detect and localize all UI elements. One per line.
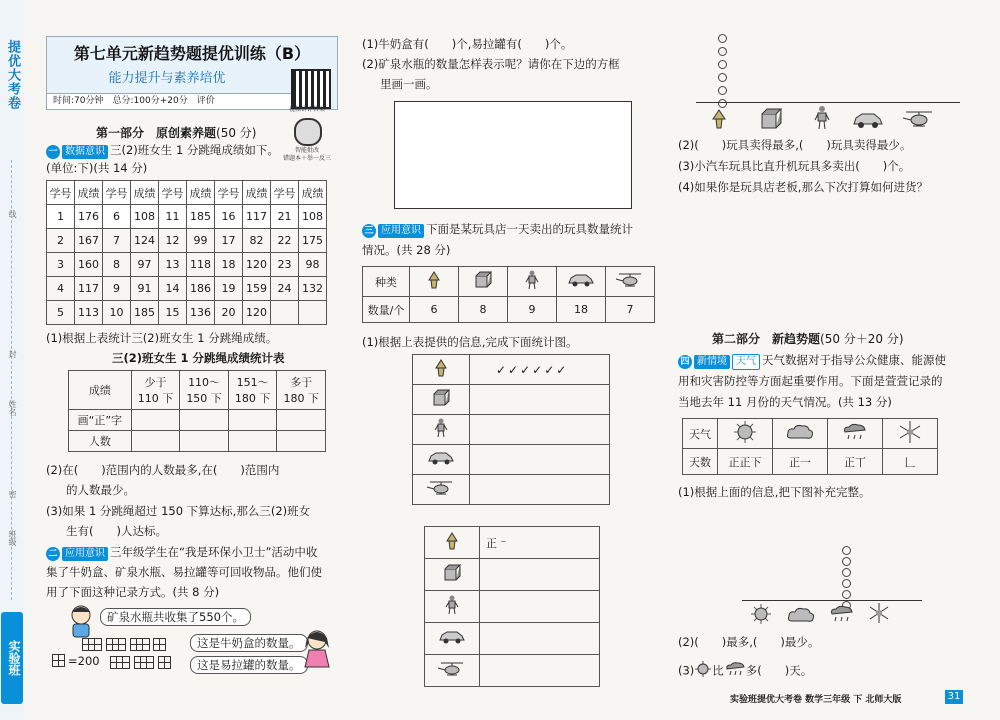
qr-caption-3: 错题本＋举一反三 — [282, 155, 331, 162]
answer-cell[interactable] — [277, 431, 326, 452]
tally-cell: 正一 — [773, 449, 828, 475]
car-toy-icon — [557, 267, 606, 297]
answer-cell[interactable] — [470, 385, 610, 415]
helicopter-toy-icon — [606, 267, 655, 297]
q1-number: 一 — [46, 145, 60, 159]
table-cell: 98 — [299, 253, 327, 277]
q2-number: 二 — [46, 547, 60, 561]
table-cell: 9 — [103, 277, 131, 301]
table-cell: 117 — [75, 277, 103, 301]
table-cell: 17 — [215, 229, 243, 253]
checkmark-tally: ✓✓✓✓✓✓ — [470, 355, 610, 385]
sunny-icon — [694, 660, 712, 682]
boy-character-icon — [66, 604, 96, 638]
table-cell: 186 — [187, 277, 215, 301]
table-cell: 20 — [215, 301, 243, 325]
count-cell: 18 — [557, 297, 606, 323]
q3-sub3: (3)小汽车玩具比直升机玩具多卖出( )个。 — [678, 159, 911, 173]
table-cell: 113 — [75, 301, 103, 325]
table-header: 成绩 — [131, 181, 159, 205]
table-row — [47, 253, 327, 277]
table-cell: 160 — [75, 253, 103, 277]
q3-intro: 三 应用意识 下面是某玩具店一天卖出的玩具数量统计 — [362, 221, 633, 238]
square-icon — [153, 638, 166, 651]
table-cell: 15 — [159, 301, 187, 325]
tower-toy-icon — [410, 267, 459, 297]
table-cell: 16 — [215, 205, 243, 229]
toy-sales-table — [362, 266, 655, 323]
answer-cell[interactable] — [470, 415, 610, 445]
legend-value: =200 — [68, 654, 100, 668]
answer-cell[interactable] — [131, 431, 180, 452]
sunny-icon — [750, 603, 772, 628]
q1-sub3a: (3)如果 1 分跳绳超过 150 下算达标,那么三(2)班女 — [46, 504, 311, 518]
table-cell: 108 — [299, 205, 327, 229]
q1-intro: 一 数据意识 三(2)班女生 1 分跳绳成绩如下。 — [46, 142, 279, 159]
table-cell: 18 — [215, 253, 243, 277]
grid-icon — [106, 638, 126, 651]
q1-tag: 数据意识 — [62, 145, 108, 159]
milk-grid-icons — [82, 638, 166, 654]
table-cell: 185 — [131, 301, 159, 325]
cube-toy-icon — [459, 267, 508, 297]
robot-toy-icon — [814, 106, 830, 133]
q4-number: 四 — [678, 355, 692, 369]
q1-score-table — [46, 180, 327, 325]
table-header: 学号 — [271, 181, 299, 205]
page-title: 第七单元新趋势题提优训练（B） — [73, 44, 311, 63]
cube-toy-icon — [413, 385, 470, 415]
table-cell: 108 — [131, 205, 159, 229]
count-cell: 7 — [606, 297, 655, 323]
table-row — [47, 277, 327, 301]
table-cell: 2 — [47, 229, 75, 253]
table-cell: 22 — [271, 229, 299, 253]
exam-info: 时间:70分钟 总分:100分+20分 评价 — [47, 93, 293, 109]
table-cell: 23 — [271, 253, 299, 277]
table-header-row — [47, 181, 327, 205]
girl-character-icon — [300, 628, 334, 668]
table-header: 成绩 — [243, 181, 271, 205]
tower-toy-icon — [413, 355, 470, 385]
q4-sub1: (1)根据上面的信息,把下图补充完整。 — [678, 485, 871, 499]
q3-text2: 情况。(共 28 分) — [362, 243, 451, 257]
table-header: 成绩 — [299, 181, 327, 205]
class-label: 班级 — [8, 530, 17, 546]
q2-text3: 用了下面这种记录方式。(共 8 分) — [46, 585, 220, 599]
answer-cell[interactable] — [180, 410, 229, 431]
sidebar-logo: 实验班 — [1, 612, 23, 704]
square-icon — [158, 656, 171, 669]
snowy-icon — [868, 602, 890, 627]
helicopter-toy-icon — [902, 110, 936, 131]
table-header: 学号 — [215, 181, 243, 205]
q1-sub2a: (2)在( )范围内的人数最多,在( )范围内 — [46, 463, 280, 477]
table-cell: 10 — [103, 301, 131, 325]
tower-toy-icon — [710, 108, 728, 133]
table-cell: 118 — [187, 253, 215, 277]
table-cell: 120 — [243, 301, 271, 325]
table-cell: 185 — [187, 205, 215, 229]
q4-text2: 用和灾害防控等方面起重要作用。下面是萱萱记录的 — [678, 374, 943, 388]
table-cell: 3 — [47, 253, 75, 277]
footer-text: 实验班提优大考卷 数学三年级 下 北师大版 — [730, 695, 902, 705]
q4-tag2: 天气 — [732, 354, 760, 370]
weather-baseline — [742, 600, 922, 601]
answer-cell[interactable] — [480, 623, 600, 655]
tower-toy-icon — [425, 527, 480, 559]
speech-bubble-2: 这是牛奶盒的数量。 — [190, 634, 308, 652]
table-cell: 117 — [243, 205, 271, 229]
title-box — [46, 36, 338, 110]
table-header: 学号 — [47, 181, 75, 205]
qr-caption-2: 智能批改 — [294, 147, 319, 154]
q1-unit: (单位:下)(共 14 分) — [46, 161, 148, 175]
cloudy-icon — [786, 606, 816, 627]
car-toy-icon — [413, 445, 470, 475]
stat-header: 151～ 180 下 — [228, 371, 277, 410]
grid-icon — [110, 656, 130, 669]
qr-code-1[interactable] — [291, 69, 331, 109]
table-cell: 132 — [299, 277, 327, 301]
q4-sub2: (2)( )最多,( )最少。 — [678, 635, 820, 649]
answer-cell[interactable] — [131, 410, 180, 431]
q3-number: 三 — [362, 224, 376, 238]
q1-stat-table — [68, 370, 326, 452]
rainy-icon — [828, 604, 856, 627]
table-cell: 8 — [103, 253, 131, 277]
table-cell — [271, 301, 299, 325]
q1-sub3b: 生有( )人达标。 — [66, 524, 167, 538]
speech-bubble-1: 矿泉水瓶共收集了550个。 — [100, 608, 251, 626]
robot-toy-icon — [425, 591, 480, 623]
answer-cell[interactable] — [480, 655, 600, 687]
answer-cell[interactable] — [470, 445, 610, 475]
seal-mark-1: 线 — [8, 210, 17, 218]
rainy-icon — [828, 419, 883, 449]
stat-row-label: 人数 — [69, 431, 132, 452]
speech-bubble-3: 这是易拉罐的数量。 — [190, 656, 308, 674]
table-row — [47, 205, 327, 229]
tally-cell: 𠃊 — [883, 449, 938, 475]
qr-code-2[interactable] — [294, 118, 322, 146]
table-cell: 13 — [159, 253, 187, 277]
q4-intro: 四 新情境 天气 天气数据对于指导公众健康、能源使 — [678, 352, 946, 370]
q4-text3: 当地去年 11 月份的天气情况。(共 13 分) — [678, 395, 892, 409]
answer-cell[interactable] — [480, 591, 600, 623]
row-label: 种类 — [363, 267, 410, 297]
table-row — [47, 229, 327, 253]
table-cell: 120 — [243, 253, 271, 277]
tally-cell: 正正下 — [718, 449, 773, 475]
answer-cell[interactable] — [470, 475, 610, 505]
table-cell: 124 — [131, 229, 159, 253]
grid-icon — [134, 656, 154, 669]
table-cell: 176 — [75, 205, 103, 229]
part2-title: 第二部分 新趋势题(50 分＋20 分) — [712, 332, 904, 346]
table-cell: 5 — [47, 301, 75, 325]
q3-sub1: (1)根据上表提供的信息,完成下面统计图。 — [362, 335, 578, 349]
toy-checkmark-chart — [412, 354, 610, 505]
grid-icon — [130, 638, 150, 651]
pictograph-baseline — [696, 102, 960, 103]
cloudy-icon — [773, 419, 828, 449]
tally-cell: 正丅 — [828, 449, 883, 475]
row-label: 天数 — [683, 449, 718, 475]
q4-tag1: 新情境 — [694, 355, 730, 369]
name-label: 姓名 — [8, 400, 17, 416]
car-toy-icon — [425, 623, 480, 655]
circle-pictograph-column — [712, 34, 732, 112]
q2-sub2a: (2)矿泉水瓶的数量怎样表示呢？请你在下边的方框 — [362, 57, 620, 71]
helicopter-toy-icon — [425, 655, 480, 687]
robot-toy-icon — [413, 415, 470, 445]
table-cell: 24 — [271, 277, 299, 301]
stat-header: 少于 110 下 — [131, 371, 180, 410]
seal-mark-3: 密 — [8, 490, 17, 498]
page-number: 31 — [945, 690, 963, 704]
table-cell: 159 — [243, 277, 271, 301]
q3-tag: 应用意识 — [378, 224, 424, 238]
table-cell: 167 — [75, 229, 103, 253]
answer-cell[interactable] — [277, 410, 326, 431]
stat-header: 多于 180 下 — [277, 371, 326, 410]
count-cell: 8 — [459, 297, 508, 323]
stat-row-label: 画“正”字 — [69, 410, 132, 431]
table-cell: 19 — [215, 277, 243, 301]
table-cell: 14 — [159, 277, 187, 301]
row-label: 数量/个 — [363, 297, 410, 323]
q3-sub2: (2)( )玩具卖得最多,( )玩具卖得最少。 — [678, 138, 912, 152]
answer-cell[interactable] — [480, 559, 600, 591]
table-cell: 136 — [187, 301, 215, 325]
sunny-icon — [718, 419, 773, 449]
row-label: 天气 — [683, 419, 718, 449]
robot-toy-icon — [508, 267, 557, 297]
table-cell: 1 — [47, 205, 75, 229]
sidebar-brand: 提优大考卷 — [5, 40, 20, 110]
table-cell: 4 — [47, 277, 75, 301]
table-cell: 21 — [271, 205, 299, 229]
q2-intro: 二 应用意识 三年级学生在“我是环保小卫士”活动中收 — [46, 544, 317, 561]
weather-table — [682, 418, 938, 475]
count-cell: 9 — [508, 297, 557, 323]
rainy-icon — [724, 661, 746, 681]
snowy-icon — [883, 419, 938, 449]
table-cell — [299, 301, 327, 325]
q2-sub1: (1)牛奶盒有( )个,易拉罐有( )个。 — [362, 37, 573, 51]
table-cell: 7 — [103, 229, 131, 253]
toy-tally-chart — [424, 526, 600, 687]
cube-toy-icon — [425, 559, 480, 591]
count-cell: 6 — [410, 297, 459, 323]
answer-cell[interactable] — [180, 431, 229, 452]
drawing-answer-box[interactable] — [394, 101, 632, 209]
table-row — [47, 301, 327, 325]
grid-icon — [82, 638, 102, 651]
car-toy-icon — [852, 112, 884, 131]
q1-sub1: (1)根据上表统计三(2)班女生 1 分跳绳成绩。 — [46, 331, 278, 345]
table-header: 成绩 — [187, 181, 215, 205]
table-header: 成绩 — [75, 181, 103, 205]
q1-table-title: 三(2)班女生 1 分跳绳成绩统计表 — [112, 351, 285, 365]
legend-square-icon — [52, 654, 65, 670]
table-cell: 12 — [159, 229, 187, 253]
table-header: 学号 — [103, 181, 131, 205]
q2-text2: 集了牛奶盒、矿泉水瓶、易拉罐等可回收物品。他们使 — [46, 565, 322, 579]
table-cell: 91 — [131, 277, 159, 301]
table-cell: 6 — [103, 205, 131, 229]
table-cell: 97 — [131, 253, 159, 277]
answer-cell[interactable] — [228, 410, 277, 431]
table-cell: 82 — [243, 229, 271, 253]
weather-circle-column — [838, 546, 854, 612]
table-header: 学号 — [159, 181, 187, 205]
can-grid-icons — [110, 656, 171, 672]
qr-caption-1: 视频讲评答案 — [288, 106, 325, 113]
q1-sub2b: 的人数最少。 — [66, 483, 135, 497]
table-cell: 99 — [187, 229, 215, 253]
zheng-tally: 正 ⁻ — [480, 527, 600, 559]
table-cell: 11 — [159, 205, 187, 229]
part1-title: 第一部分 原创素养题(50 分) — [96, 126, 257, 140]
q4-sub3: (3) 比 多( )天。 — [678, 660, 812, 682]
table-cell: 175 — [299, 229, 327, 253]
cube-toy-icon — [760, 108, 782, 133]
stat-header: 110～ 150 下 — [180, 371, 229, 410]
helicopter-toy-icon — [413, 475, 470, 505]
q2-sub2b: 里画一画。 — [380, 77, 438, 91]
q2-tag: 应用意识 — [62, 547, 108, 561]
q3-sub4: (4)如果你是玩具店老板,那么下次打算如何进货？ — [678, 180, 928, 194]
stat-header: 成绩 — [69, 371, 132, 410]
seal-mark-2: 封 — [8, 350, 17, 358]
page-subtitle: 能力提升与素养培优 — [108, 71, 226, 86]
answer-cell[interactable] — [228, 431, 277, 452]
